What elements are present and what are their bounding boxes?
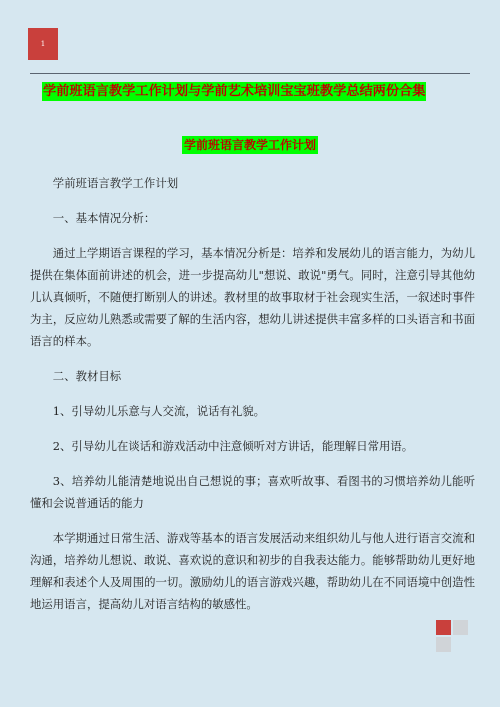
red-square-icon xyxy=(436,620,451,635)
grey-square-icon xyxy=(453,620,468,635)
paragraph-plan: 本学期通过日常生活、游戏等基本的语言发展活动来组织幼儿与他人进行语言交流和沟通，培养幼儿想说、敢说、喜欢说的意识和初步的自我表达能力。能够帮助幼儿更好地理解和表述个人及周围的一切。激励幼儿的语言游戏兴趣，帮助幼儿在不同语境中创造性地运用语言，提高幼儿对语言结构的敏感性。 xyxy=(30,531,475,611)
page-number-badge xyxy=(28,28,58,60)
page-number: 1 xyxy=(40,40,46,48)
paragraph-section-1: 一、基本情况分析： xyxy=(52,211,156,225)
grey-square-icon xyxy=(436,637,451,652)
paragraph-section-2: 二、教材目标 xyxy=(52,369,122,383)
section-title-wrap xyxy=(0,134,500,154)
empty-square xyxy=(453,637,468,652)
paragraph-goal-3: 3、培养幼儿能清楚地说出自己想说的事；喜欢听故事、看图书的习惯培养幼儿能听懂和会说普通话的能力 xyxy=(30,474,475,510)
paragraph-goal-1: 1、引导幼儿乐意与人交流，说话有礼貌。 xyxy=(52,404,266,418)
paragraph-analysis: 通过上学期语言课程的学习，基本情况分析是：培养和发展幼儿的语言能力，为幼儿提供在集体面前讲述的机会，进一步提高幼儿"想说、敢说"勇气。同时，注意引导其他幼儿认真倾听，不随便打断别人的讲述。教材里的故事取材于社会现实生活，一叙述时事件为主，反应幼儿熟悉或需要了解的生活内容，想幼儿讲述提供丰富多样的口头语言和书面语言的样本。 xyxy=(30,246,475,348)
header-divider xyxy=(30,73,470,74)
paragraph-heading: 学前班语言教学工作计划 xyxy=(52,176,179,190)
document-body xyxy=(30,172,475,615)
decorative-squares xyxy=(436,620,468,652)
section-title: 学前班语言教学工作计划 xyxy=(183,138,316,152)
document-title: 学前班语言教学工作计划与学前艺术培训宝宝班教学总结两份合集 xyxy=(43,84,426,99)
paragraph-goal-2: 2、引导幼儿在谈话和游戏活动中注意倾听对方讲话，能理解日常用语。 xyxy=(52,439,414,453)
